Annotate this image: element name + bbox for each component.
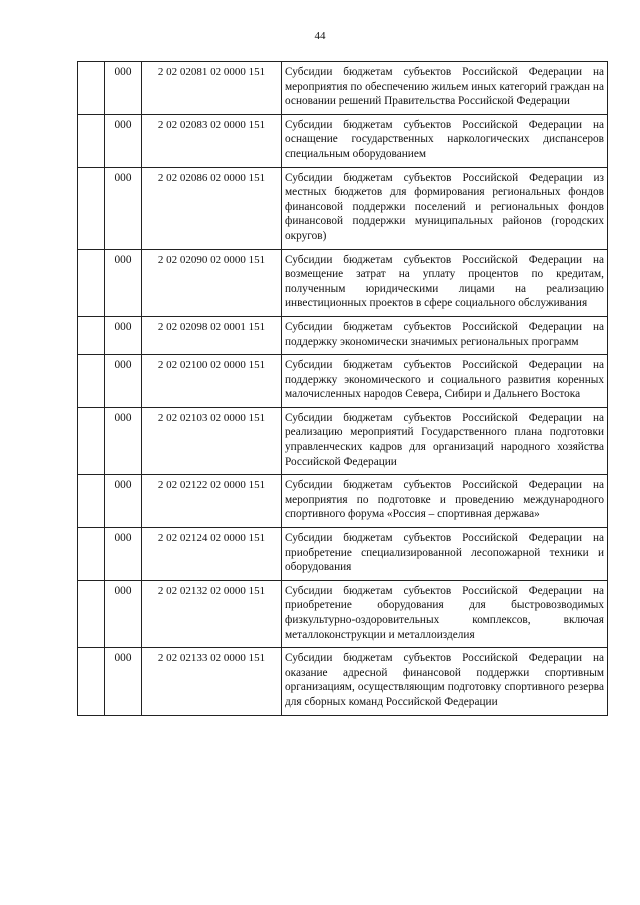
administrator-code: 000 xyxy=(105,316,142,354)
empty-stub-cell xyxy=(78,316,105,354)
empty-stub-cell xyxy=(78,648,105,715)
administrator-code: 000 xyxy=(105,528,142,581)
revenue-description: Субсидии бюджетам субъектов Российской Федерации на приобретение оборудования для быстровозводимых физкультурно-оздоровительных комплексов, включая металлоконструкции и металлоизделия xyxy=(282,580,608,647)
revenue-description: Субсидии бюджетам субъектов Российской Федерации на возмещение затрат на уплату процентов по кредитам, полученным юридическими лицами на реализацию инвестиционных проектов в сфере социального обслуживания xyxy=(282,249,608,316)
table-row xyxy=(78,316,608,354)
administrator-code: 000 xyxy=(105,114,142,167)
administrator-code: 000 xyxy=(105,167,142,249)
page-number: 44 xyxy=(314,30,326,42)
budget-classification-code: 2 02 02098 02 0001 151 xyxy=(142,316,282,354)
administrator-code: 000 xyxy=(105,580,142,647)
budget-classification-code: 2 02 02132 02 0000 151 xyxy=(142,580,282,647)
budget-classification-code: 2 02 02100 02 0000 151 xyxy=(142,355,282,408)
empty-stub-cell xyxy=(78,475,105,528)
table-body xyxy=(78,62,608,716)
administrator-code: 000 xyxy=(105,62,142,115)
administrator-code: 000 xyxy=(105,249,142,316)
revenue-description: Субсидии бюджетам субъектов Российской Федерации на приобретение специализированной лесопожарной техники и оборудования xyxy=(282,528,608,581)
budget-classification-code: 2 02 02090 02 0000 151 xyxy=(142,249,282,316)
revenue-description: Субсидии бюджетам субъектов Российской Федерации на мероприятия по подготовке и проведению международного спортивного форума «Россия – спортивная держава» xyxy=(282,475,608,528)
revenue-description: Субсидии бюджетам субъектов Российской Федерации на реализацию мероприятий Государственного плана подготовки управленческих кадров для организаций народного хозяйства Российской Федерации xyxy=(282,407,608,474)
empty-stub-cell xyxy=(78,249,105,316)
empty-stub-cell xyxy=(78,114,105,167)
budget-classification-code: 2 02 02086 02 0000 151 xyxy=(142,167,282,249)
administrator-code: 000 xyxy=(105,648,142,715)
administrator-code: 000 xyxy=(105,475,142,528)
administrator-code: 000 xyxy=(105,355,142,408)
empty-stub-cell xyxy=(78,62,105,115)
empty-stub-cell xyxy=(78,407,105,474)
administrator-code: 000 xyxy=(105,407,142,474)
budget-classification-code: 2 02 02124 02 0000 151 xyxy=(142,528,282,581)
table-row xyxy=(78,167,608,249)
revenue-description: Субсидии бюджетам субъектов Российской Федерации на оказание адресной финансовой поддержки спортивным организациям, осуществляющим подготовку спортивного резерва для сборных команд Российской Федерации xyxy=(282,648,608,715)
budget-classification-code: 2 02 02122 02 0000 151 xyxy=(142,475,282,528)
budget-classification-code: 2 02 02103 02 0000 151 xyxy=(142,407,282,474)
empty-stub-cell xyxy=(78,167,105,249)
budget-classification-code: 2 02 02081 02 0000 151 xyxy=(142,62,282,115)
budget-classification-table xyxy=(77,61,608,716)
revenue-description: Субсидии бюджетам субъектов Российской Федерации на мероприятия по обеспечению жильем иных категорий граждан на основании решений Правительства Российской Федерации xyxy=(282,62,608,115)
revenue-description: Субсидии бюджетам субъектов Российской Федерации на поддержку экономического и социального развития коренных малочисленных народов Севера, Сибири и Дальнего Востока xyxy=(282,355,608,408)
budget-classification-code: 2 02 02133 02 0000 151 xyxy=(142,648,282,715)
table-row xyxy=(78,355,608,408)
table-row xyxy=(78,114,608,167)
table-row xyxy=(78,528,608,581)
table-row xyxy=(78,62,608,115)
revenue-description: Субсидии бюджетам субъектов Российской Федерации из местных бюджетов для формирования региональных фондов финансовой поддержки поселений и региональных фондов финансовой поддержки муниципальных районов (городских округов) xyxy=(282,167,608,249)
table-row xyxy=(78,475,608,528)
budget-classification-code: 2 02 02083 02 0000 151 xyxy=(142,114,282,167)
table-row xyxy=(78,249,608,316)
empty-stub-cell xyxy=(78,355,105,408)
table-row xyxy=(78,580,608,647)
empty-stub-cell xyxy=(78,580,105,647)
empty-stub-cell xyxy=(78,528,105,581)
revenue-description: Субсидии бюджетам субъектов Российской Федерации на поддержку экономически значимых региональных программ xyxy=(282,316,608,354)
revenue-description: Субсидии бюджетам субъектов Российской Федерации на оснащение государственных наркологических диспансеров специальным оборудованием xyxy=(282,114,608,167)
table-row xyxy=(78,407,608,474)
table-row xyxy=(78,648,608,715)
